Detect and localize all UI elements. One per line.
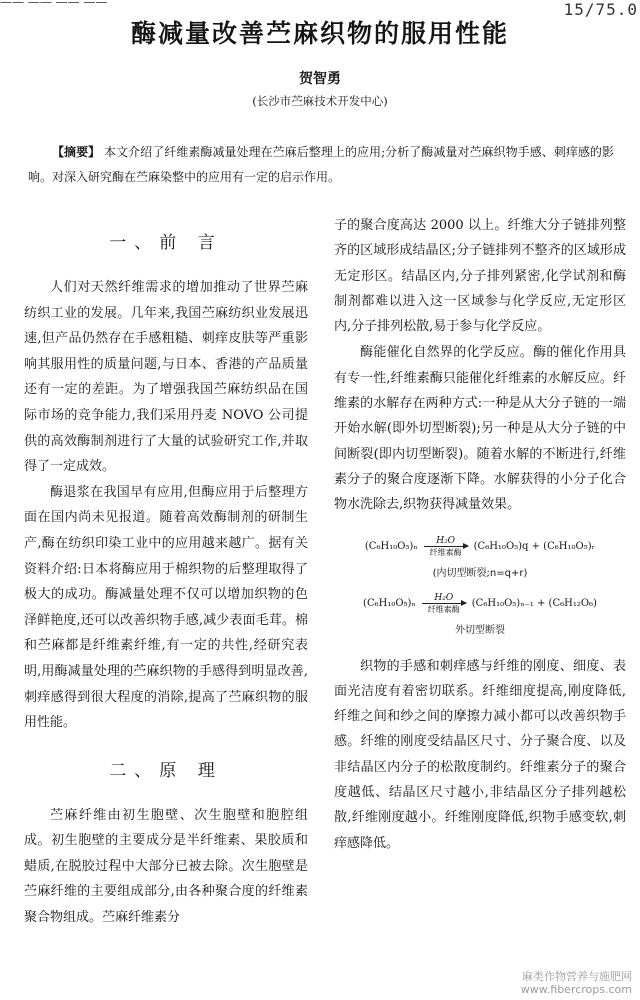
author-affiliation: (长沙市苎麻技术开发中心) — [252, 94, 388, 108]
section-heading-introduction: 一、前 言 — [109, 233, 223, 253]
left-column — [24, 222, 308, 931]
arrow-catalyst: 纤维素酶 — [427, 604, 460, 614]
reaction-arrow — [424, 536, 468, 558]
formula-caption-exo: 外切型断裂 — [455, 624, 505, 636]
formula-reactant: (C₆H₁₀O₅)ₙ — [364, 541, 418, 553]
cropped-header-line: —— —— —— —— — [0, 0, 108, 9]
watermark-url: www.fibercrops.com — [520, 983, 632, 996]
arrow-icon — [424, 546, 468, 547]
hydrolysis-formula-endo — [334, 536, 626, 558]
texture-paragraph: 织物的手感和刺痒感与纤维的刚度、细度、表面光洁度有着密切联系。纤维细度提高,刚度降低,纤维之间和纱之间的摩擦力减小都可以改善织物手感。纤维的刚度受结晶区尺寸、分子聚合度、以及非结晶区内分子的松散度制约。纤维素分子的聚合度越低、结晶区尺寸越小,非结晶区分子排列越松散,纤维刚度越小。纤维刚度降低,织物手感变软,刺痒感降低。 — [334, 658, 626, 851]
formula-products: (C₆H₁₀O₅)q + (C₆H₁₀O₅)ᵣ — [473, 541, 596, 553]
watermark-title: 麻类作物营养与施肥网 — [522, 970, 632, 983]
abstract — [28, 140, 614, 190]
reaction-arrow — [422, 593, 466, 615]
intro-paragraph-1: 人们对天然纤维需求的增加推动了世界苎麻纺织工业的发展。几年来,我国苎麻纺织业发展迅速,但产品仍然存在手感粗糙、刺痒皮肤等严重影响其服用性的质量问题,与日本、香港的产品质量还有一定的差距。为了增强我国苎麻纺织品在国际市场的竞争能力,我们采用丹麦 NOVO 公司提供的高效酶制剂进行了大量的试验研究工作,并取得了一定成效。 — [24, 280, 308, 475]
principle-paragraph-1: 苎麻纤维由初生胞壁、次生胞壁和胞腔组成。初生胞壁的主要成分是半纤维素、果胶质和蜡质,在脱胶过程中大部分已被去除。次生胞壁是苎麻纤维的主要组成部分,由各种聚合度的纤维素聚合物组成。苎麻纤维素分 — [24, 807, 308, 926]
principle-paragraph-continued: 子的聚合度高达 2000 以上。纤维大分子链排列整齐的区域形成结晶区;分子链排列不整齐的区域形成无定形区。结晶区内,分子排列紧密,化学试剂和酶制剂都难以进入这一区域参与化学反应,无定形区内,分子排列松散,易于参与化学反应。 — [334, 218, 626, 335]
arrow-catalyst: 纤维素酶 — [429, 547, 462, 557]
abstract-text: 本文介绍了纤维素酶减量处理在苎麻后整理上的应用;分析了酶减量对苎麻织物手感、刺痒感的影响。对深入研究酶在苎麻染整中的应用有一定的启示作用。 — [28, 145, 614, 184]
article-author: 贺智勇 — [299, 71, 341, 87]
arrow-icon — [422, 603, 466, 604]
formula-reactant: (C₆H₁₀O₅)ₙ — [363, 598, 416, 610]
intro-paragraph-2: 酶退浆在我国早有应用,但酶应用于后整理方面在国内尚未见报道。随着高效酶制剂的研制生产,酶在纺织印染工业中的应用越来越广。据有关资料介绍:日本将酶应用于棉织物的后整理取得了极大的成功。酶减量处理不仅可以增加织物的色泽鲜艳度,还可以改善织物手感,减少表面毛茸。棉和苎麻都是纤维素纤维,有一定的共性,经研究表明,用酶减量处理的苎麻织物的手感得到明显改善,刺痒感得到很大程度的消除,提高了苎麻织物的服用性能。 — [24, 484, 308, 731]
handwritten-catalog-number: 15/75.0 — [563, 0, 638, 19]
formula-products: (C₆H₁₀O₅)ₙ₋₁ + (C₆H₁₂O₆) — [471, 598, 597, 610]
arrow-reagent: H₂O — [434, 592, 454, 603]
enzyme-paragraph: 酶能催化自然界的化学反应。酶的催化作用具有专一性,纤维素酶只能催化纤维素的水解反应。纤维素的水解存在两种方式:一种是从大分子链的一端开始水解(即外切型断裂);另一种是从大分子链的中间断裂(即内切型断裂)。随着水解的不断进行,纤维素分子的聚合度逐渐下降。水解获得的小分子化合物水洗除去,织物获得减量效果。 — [334, 345, 626, 513]
arrow-reagent: H₂O — [436, 535, 456, 546]
right-column — [334, 213, 626, 856]
formula-caption-endo: (内切型断裂;n=q+r) — [432, 567, 528, 579]
abstract-label: 【摘要】 — [52, 145, 101, 159]
article-title: 酶减量改善苎麻织物的服用性能 — [130, 19, 509, 48]
site-watermark — [521, 970, 632, 996]
section-heading-principle: 二、原 理 — [109, 760, 223, 781]
hydrolysis-formula-exo — [334, 593, 626, 615]
